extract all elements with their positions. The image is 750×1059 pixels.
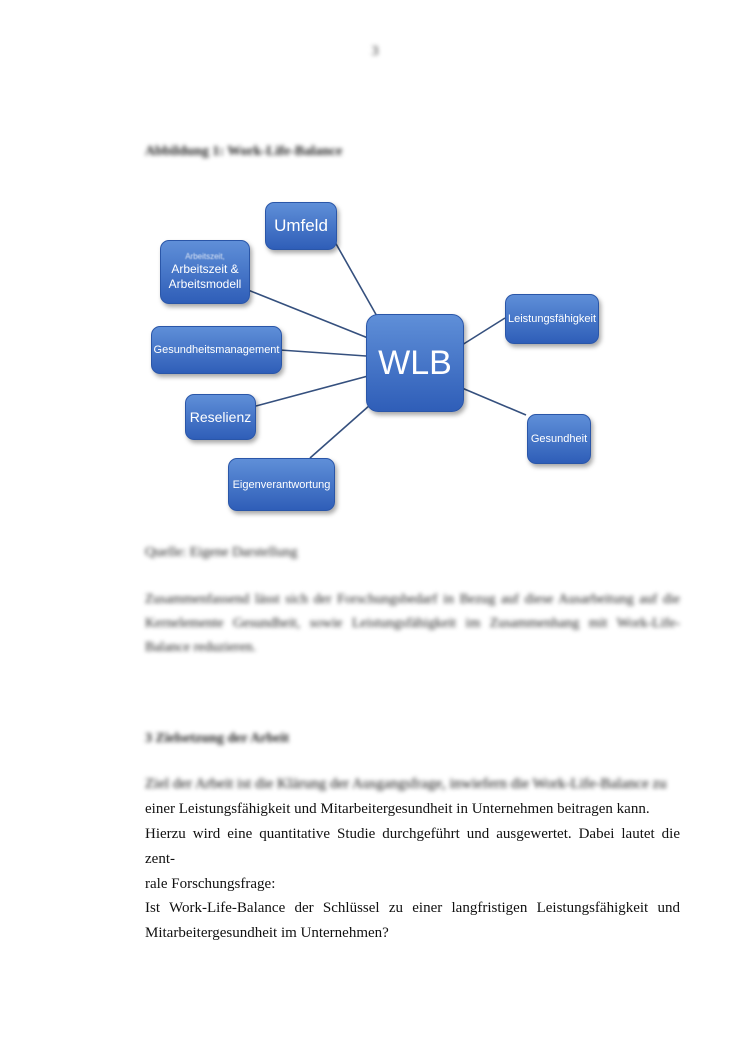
body-line-1: Ziel der Arbeit ist die Klärung der Ausgangsfrage, inwiefern die Work-Life-Balance zu	[145, 776, 667, 792]
connector-gesundheit	[462, 388, 526, 415]
connector-umfeld	[335, 242, 378, 318]
node-gesundheitsmanagement	[151, 326, 282, 374]
node-leistungsfaehigkeit	[505, 294, 599, 344]
research-question: Ist Work-Life-Balance der Schlüssel zu einer langfristigen Leistungsfähigkeit und Mitarbeitergesundheit im Unternehmen?	[145, 900, 680, 941]
figure-caption: Abbildung 1: Work-Life-Balance	[145, 144, 343, 159]
node-umfeld-label: Umfeld	[274, 216, 328, 235]
connector-gesundheitsmanagement	[280, 350, 366, 356]
body-line-3: Hierzu wird eine quantitative Studie durchgeführt und ausgewertet. Dabei lautet die zent-	[145, 826, 680, 867]
section-heading: 3 Zielsetzung der Arbeit	[145, 731, 290, 746]
wlb-diagram	[140, 190, 620, 530]
connector-leistungsfaehigkeit	[462, 318, 505, 345]
node-gesundheitsmanagement-label: Gesundheitsmanagement	[153, 344, 280, 356]
page-number: 3	[371, 44, 379, 59]
summary-paragraph: Zusammenfassend lässt sich der Forschungsbedarf in Bezug auf diese Ausarbeitung auf die Kernelemente Gesundheit, sowie Leistungsfähigkeit im Zusammenhang mit Work-Life-Balance reduzieren.	[145, 592, 680, 655]
body-line-4: rale Forschungsfrage:	[145, 876, 276, 892]
node-reselienz-label: Reselienz	[189, 409, 252, 425]
node-arbeitszeit	[160, 240, 250, 304]
node-eigenverantwortung	[228, 458, 335, 511]
node-gesundheit-label: Gesundheit	[530, 433, 588, 445]
node-wlb-label: WLB	[378, 343, 452, 382]
connector-eigenverantwortung	[310, 405, 370, 458]
body-line-2: einer Leistungsfähigkeit und Mitarbeitergesundheit in Unternehmen beitragen kann.	[145, 801, 650, 817]
node-umfeld	[265, 202, 337, 250]
node-arbeitszeit-label: Arbeitszeit & Arbeitsmodell	[168, 262, 242, 291]
section-body	[145, 772, 680, 897]
connector-reselienz	[256, 376, 368, 406]
node-wlb	[366, 314, 464, 412]
node-arbeitszeit-small-label: Arbeitszeit,	[185, 252, 225, 261]
node-gesundheit	[527, 414, 591, 464]
node-eigenverantwortung-label: Eigenverantwortung	[232, 478, 331, 491]
node-leistungsfaehigkeit-label: Leistungsfähigkeit	[507, 313, 597, 325]
node-reselienz	[185, 394, 256, 440]
figure-source: Quelle: Eigene Darstellung	[145, 545, 298, 560]
